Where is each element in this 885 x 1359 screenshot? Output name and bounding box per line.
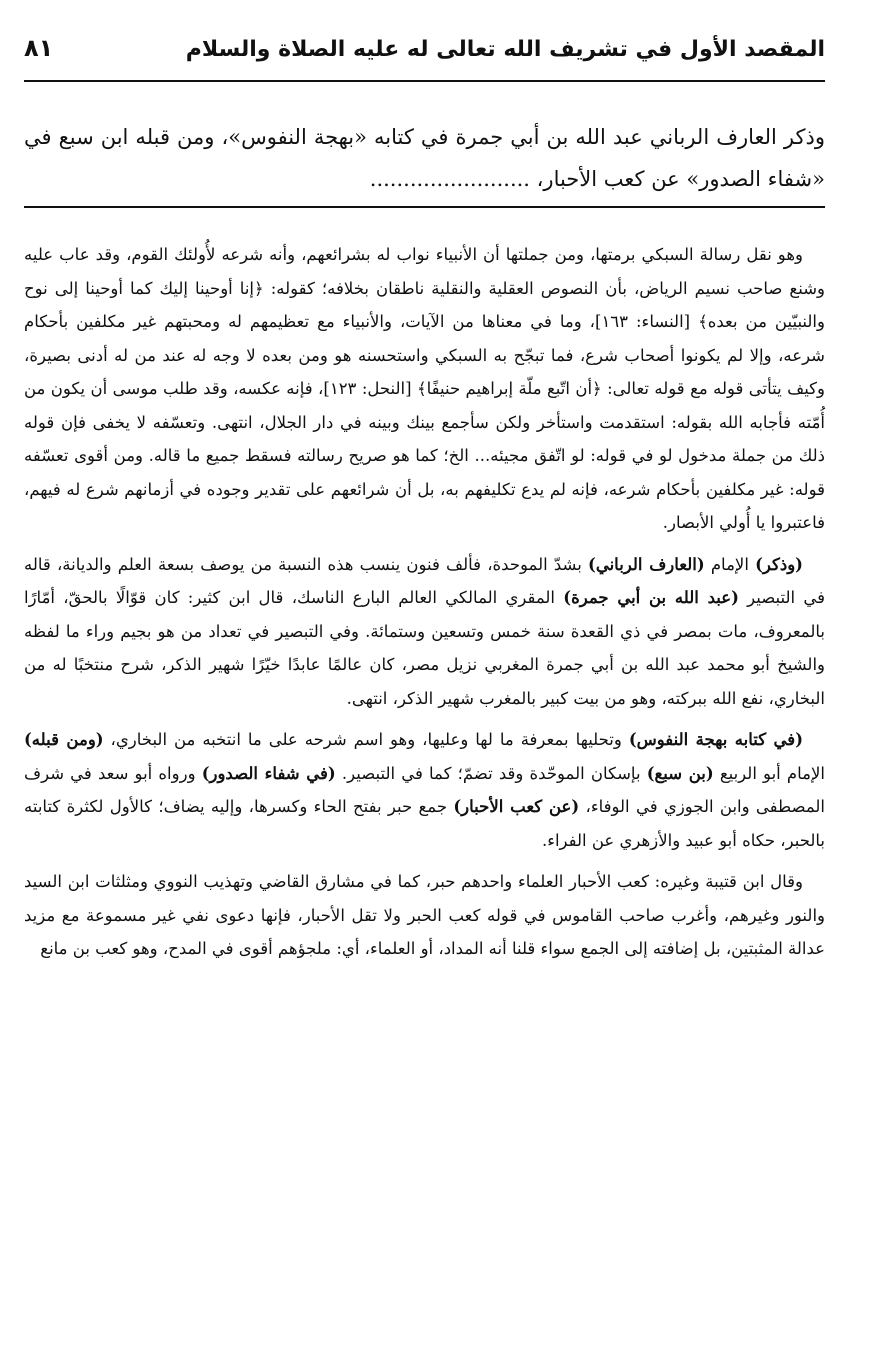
quoted-phrase: (عبد الله بن أبي جمرة) — [563, 588, 739, 607]
commentary-text: ورواه أبو سعد في شرف المصطفى وابن الجوزي في الوفاء، — [24, 763, 825, 816]
quoted-phrase: (عن كعب الأحبار) — [453, 797, 580, 816]
commentary-paragraph-2 — [24, 548, 825, 716]
quoted-phrase: (العارف الرباني) — [588, 554, 705, 574]
commentary-text: الإمام — [704, 554, 756, 574]
commentary-text: المقري المالكي العالم البارع الناسك، قال ابن كثير: كان قوّالًا بالحقّ، أمّارًا بالمعروف، مات بمصر في ذي القعدة سنة خمس وتسعين وستمائة. وفي التبصير في تعداد من هو بجيم وراء ما لفظه والشيخ أبو محمد عبد الله بن أبي جمرة المغربي نزيل مصر، كان عالمًا عابدًا خيّرًا شهير الذكر، شرح منتخبًا له من البخاري، نفع الله ببركته، وهو من بيت كبير بالمغرب شهير الذكر، انتهى. — [24, 588, 825, 708]
main-text: وذكر العارف الرباني عبد الله بن أبي جمرة في كتابه «بهجة النفوس»، ومن قبله ابن سبع في «شفاء الصدور» عن كعب الأحبار، ........................ — [24, 125, 825, 191]
quoted-phrase: (ومن قبله) — [24, 730, 104, 749]
commentary-text: وتحليها بمعرفة ما لها وعليها، وهو اسم شرحه على ما انتخبه من البخاري، — [103, 730, 629, 749]
quoted-phrase: (في كتابه بهجة النفوس) — [628, 730, 804, 749]
quoted-phrase: (بن سبع) — [646, 763, 714, 783]
commentary-text: بشدّ الموحدة، فألف فنون ينسب هذه النسبة من يوصف بسعة العلم والديانة، قاله في التبصير — [24, 554, 825, 607]
commentary-text: بإسكان الموحّدة وقد تضمّ؛ كما في التبصير. — [335, 763, 647, 783]
commentary-block — [24, 238, 825, 966]
running-header — [24, 34, 825, 74]
commentary-paragraph-1: وهو نقل رسالة السبكي برمتها، ومن جملتها أن الأنبياء نواب له بشرائعهم، وأنه شرعه لأُولئك القوم، وقد عاب عليه وشنع صاحب نسيم الرياض، بأن النصوص العقلية والنقلية ناطقان بخلافه؛ كقوله: ﴿إنا أوحينا إليك كما أوحينا إلى نوح والنبيّين من بعده﴾ [النساء: ١٦٣]، وما في معناها من الآيات، والأنبياء مع تعظيمهم له ومحبتهم غير مكلفين بأحكام شرعه، وإلا لم يكونوا أصحاب شرع، فما تبجّح به السبكي واستحسنه هو ومن بعده لا وجه له عند من له أدنى بصيرة، وكيف يتأتى قوله مع قوله تعالى: ﴿أن اتّبع ملّة إبراهيم حنيفًا﴾ [النحل: ١٢٣]، فإنه عكسه، وقد طلب موسى أن يكون من أُمّته فأجابه الله بقوله: استقدمت واستأخر ولكن سأجمع بينك وبينه في دار الجلال، انتهى. وتعسّفه لا يخفى فإن قوله ذلك من جملة مدخول لو في قوله: لو اتّفق مجيئه... الخ؛ كما هو صريح رسالته فسقط جميع ما قاله. ومن أقوى تعسّفه قوله: غير مكلفين بأحكام شرعه، فإنه لم يدع تكليفهم به، بل أن شرائعهم على تقدير وجوده في أزمانهم شرع له فيهم، فاعتبروا يا أُولي الأبصار. — [24, 245, 825, 532]
header-rule — [24, 80, 825, 82]
page-number: ٨١ — [24, 34, 54, 62]
header-title: المقصد الأول في تشريف الله تعالى له عليه الصلاة والسلام — [185, 37, 825, 62]
main-text-rule — [24, 206, 825, 208]
quoted-phrase: (في شفاء الصدور) — [201, 763, 336, 783]
commentary-paragraph-3 — [24, 723, 825, 857]
quoted-phrase: (وذكر) — [755, 554, 803, 574]
commentary-paragraph-4: وقال ابن قتيبة وغيره: كعب الأحبار العلماء واحدهم حبر، كما في مشارق القاضي وتهذيب النووي ومثلثات ابن السيد والنور وغيرهم، وأغرب صاحب القاموس في قوله كعب الحبر ولا تقل الأحبار، فإنها دعوى نفي غير مسموعة مع مزيد عدالة المثبتين، بل إضافته إلى الجمع سواء قلنا أنه المداد، أو العلماء، أي: ملجؤهم أقوى في المدح، وهو كعب بن مانع — [24, 872, 825, 958]
commentary-text: جمع حبر بفتح الحاء وكسرها، وإليه يضاف؛ كالأول لكثرة كتابته بالحبر، حكاه أبو عبيد والأزهري عن الفراء. — [24, 797, 825, 850]
main-text-block — [24, 116, 825, 200]
commentary-text: الإمام أبو الربيع — [713, 763, 825, 783]
